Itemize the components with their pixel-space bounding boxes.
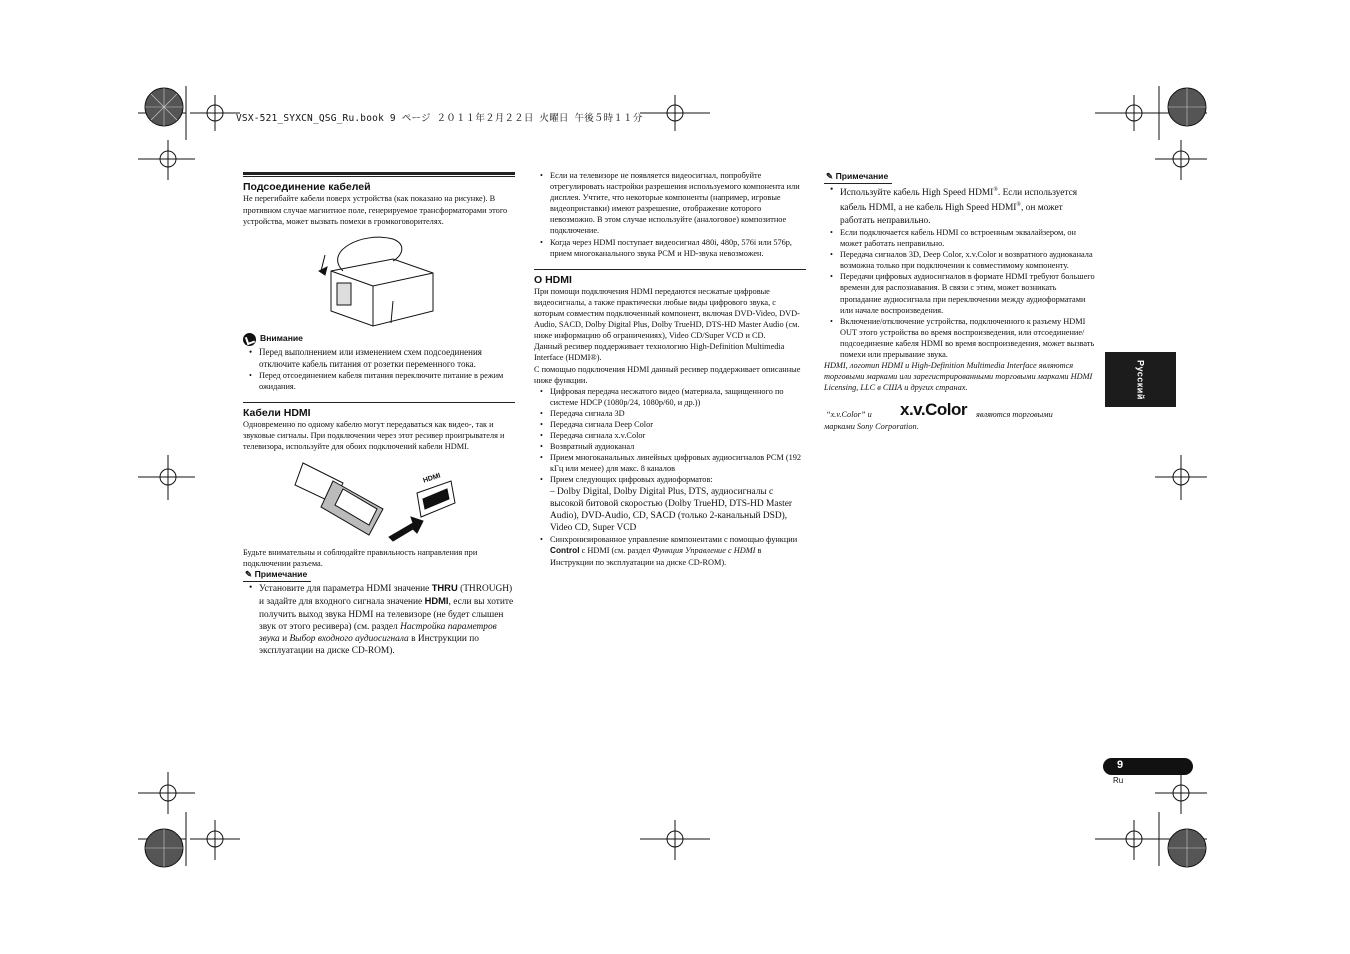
language-tab — [1105, 352, 1176, 407]
sync-text: с HDMI (см. раздел — [579, 546, 653, 556]
page-number: 9 — [1117, 759, 1124, 771]
receiver-illustration — [243, 231, 515, 329]
list-item: • Цифровая передача несжатого видео (материала, защищенного по системе HDCP (1080p/24, 1080p/60, и др.)) — [534, 386, 806, 408]
features-list — [534, 386, 806, 568]
hdmi-cables-text: Одновременно по одному кабелю могут передаваться как видео-, так и звуковые сигналы. При подключении через этот ресивер проигрывателя и телевизора, используйте для обоих подключений кабели HDMI. — [243, 420, 505, 452]
hdmi-connector-illustration — [243, 459, 515, 541]
xvcolor-trademark — [824, 400, 1096, 435]
note-text: . Если используется кабель HDMI, а не кабель High Speed HDMI — [840, 188, 1078, 214]
page-language: Ru — [1113, 776, 1124, 785]
list-item — [243, 582, 515, 657]
list-item: • Передача сигнала x.v.Color — [534, 430, 806, 441]
section-ref: Настройка параметров звука — [259, 621, 497, 644]
note-title: Примечание — [835, 171, 889, 181]
registered-mark: ® — [993, 187, 998, 194]
note-text: и — [279, 633, 290, 644]
sync-text: в Инструкции по эксплуатации на диске CD-ROM). — [550, 546, 762, 567]
section-rule — [243, 172, 515, 177]
note-text: (THROUGH) и задайте для входного сигнала значение — [259, 584, 513, 608]
note-title: Примечание — [254, 568, 308, 579]
cables-title: Подсоединение кабелей — [243, 181, 371, 193]
list-item: • Когда через HDMI поступает видеосигнал 480i, 480p, 576i или 576p, прием многоканального звука PCM и HD-звука невозможен. — [534, 237, 806, 259]
note-text: Установите для параметра HDMI значение — [259, 584, 432, 595]
list-item: • Передача сигналов 3D, Deep Color, x.v.Color и возвратного аудиоканала возможна только при подключении к совместимому компоненту. — [824, 249, 1096, 271]
note-heading: ✎ Примечание — [824, 171, 892, 184]
list-item: • Передача сигнала Deep Color — [534, 419, 806, 430]
warning-icon — [243, 333, 256, 346]
caution-title: Внимание — [260, 333, 303, 344]
note-text: в Инструкции по эксплуатации на диске CD-ROM). — [259, 633, 479, 657]
formats-detail: – Dolby Digital, Dolby Digital Plus, DTS, аудиосигналы с высокой битовой скоростью (Dolby TrueHD, DTS-HD Master Audio), DVD-Audio, CD, SACD (только 2-канальный DSD), Video CD, Super VCD — [550, 486, 793, 534]
cables-text: Не перегибайте кабели поверх устройства (как показано на рисунке). В противном случае магнитное поле, генерируемое трансформаторами этого устройства, может вызвать помехи в громкоговорителях. — [243, 194, 508, 226]
note-text: , если вы хотите получить выход звука HDMI на телевизоре (не будет слышен звук от этого ресивера) (см. раздел — [259, 597, 514, 632]
list-item: • Перед выполнением или изменением схем подсоединения отключите кабель питания от розетки переменного тока. — [243, 346, 515, 370]
hdmi-port-label: HDMI — [422, 471, 442, 485]
xvcolor-text: являются торговыми — [976, 410, 1053, 420]
connector-text: Будьте внимательны и соблюдайте правильность направления при подключении разъема. — [243, 547, 478, 568]
hdmi-trademark — [824, 360, 1096, 393]
section-ref: Функция Управление с HDMI — [652, 546, 756, 556]
column-right — [824, 170, 1096, 435]
column-middle — [534, 170, 806, 568]
control-term: Control — [550, 545, 580, 556]
language-tab-label: Русский — [1135, 359, 1146, 400]
xvcolor-text: “x.v.Color” и — [826, 410, 872, 420]
note-list — [824, 184, 1096, 360]
xvcolor-logo: x.v.Color — [900, 400, 967, 420]
caution-list — [243, 346, 515, 392]
caution-heading — [243, 333, 515, 346]
note-list — [243, 582, 515, 657]
about-text: При помощи подключения HDMI передаются несжатые цифровые видеосигналы, а также практически любые виды цифрового звука, с которым совместим подключенный компонент, включая DVD-Video, DVD-Audio, SACD, Dolby Digital Plus, Dolby TrueHD, DTS-HD Master Audio (см. ниже информацию об ограничениях), Video CD/Super VCD и CD. — [534, 286, 800, 341]
list-item: • Передача сигнала 3D — [534, 408, 806, 419]
hdmi-trademark-text: HDMI, логотип HDMI и High-Definition Multimedia Interface являются торговыми марками или зарегистрированными торговыми марками HDMI Licensing, LLC в США и других странах. — [824, 361, 1093, 393]
note-text: Используйте кабель High Speed HDMI — [840, 188, 994, 199]
hdmi-value: HDMI — [424, 595, 449, 607]
sync-text: Синхронизированное управление компонентами с помощью функции — [550, 535, 798, 545]
list-item: • Передачи цифровых аудиосигналов в формате HDMI требуют большего времени для распознавания. В связи с этим, может возникать пропадание аудиосигнала при переключении между аудиоформатами или начале воспроизведения. — [824, 271, 1096, 315]
page-number-badge — [1103, 758, 1193, 775]
list-item — [824, 184, 1096, 227]
list-item: • Включение/отключение устройства, подключенного к разъему HDMI OUT этого устройства во время воспроизведения, или отсоединение/подсоединение кабеля HDMI во время воспроизведения, может вызвать помехи или прерывание звука. — [824, 316, 1096, 360]
tv-notes-list — [534, 170, 806, 259]
list-item: • Если подключается кабель HDMI со встроенным эквалайзером, он может работать неправильно. — [824, 227, 1096, 249]
about-text: С помощью подключения HDMI данный ресивер поддерживает описанные ниже функции. — [534, 364, 801, 385]
note-heading: ✎ Примечание — [243, 569, 311, 582]
xvcolor-text: марками Sony Corporation. — [824, 422, 919, 432]
thru-value: THRU — [431, 582, 458, 594]
column-left — [243, 172, 515, 657]
section-rule — [243, 402, 515, 403]
formats-item: Прием следующих цифровых аудиоформатов: — [550, 475, 713, 485]
hdmi-cables-title: Кабели HDMI — [243, 406, 311, 419]
section-rule — [534, 269, 806, 270]
about-text: Данный ресивер поддерживает технологию High-Definition Multimedia Interface (HDMI®). — [534, 342, 785, 363]
list-item: • Перед отсоединением кабеля питания переключите питание в режим ожидания. — [243, 370, 515, 392]
list-item: • Возвратный аудиоканал — [534, 441, 806, 452]
note-text: , он может работать неправильно. — [840, 203, 1063, 226]
list-item: • Если на телевизоре не появляется видеосигнал, попробуйте отрегулировать настройки разрешения используемого компонента или дисплея. Учтите, что некоторые компоненты (например, игровые видеоприставки) имеют разрешение, отображение которого невозможно. В этом случае используйте (аналоговое) композитное подключение. — [534, 170, 806, 237]
section-ref: Выбор входного аудиосигнала — [289, 633, 409, 644]
list-item — [534, 474, 806, 534]
list-item — [534, 534, 806, 567]
hdmi-plug-drawing — [243, 459, 515, 541]
about-hdmi-title: О HDMI — [534, 273, 572, 286]
registered-mark: ® — [1016, 202, 1021, 209]
list-item: • Прием многоканальных линейных цифровых аудиосигналов PCM (192 кГц или менее) для макс. 8 каналов — [534, 452, 806, 474]
file-header: VSX-521_SYXCN_QSG_Ru.book 9 ページ ２０１１年２月２２日 火曜日 午後５時１１分 — [236, 113, 643, 124]
